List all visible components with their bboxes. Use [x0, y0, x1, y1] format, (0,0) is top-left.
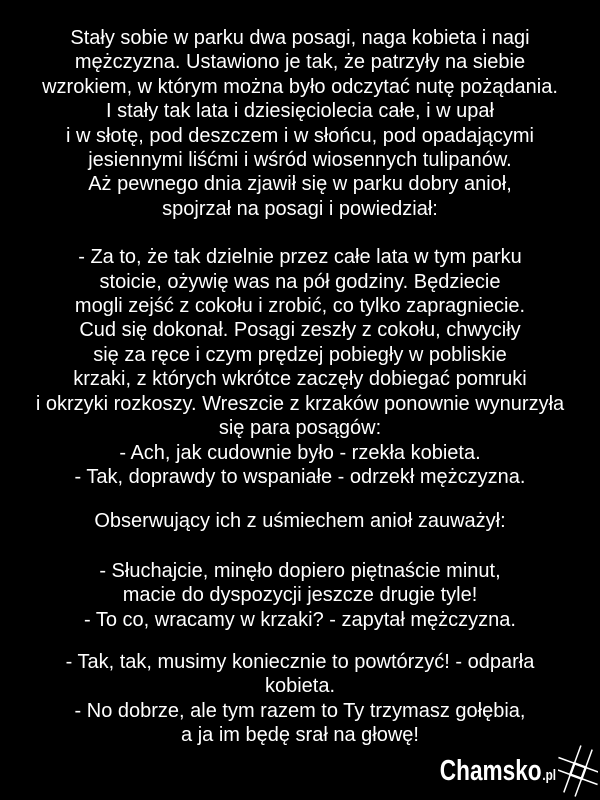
- footer-branding: [407, 745, 598, 797]
- rotated-hash-icon: [558, 745, 598, 797]
- story-paragraph-2: - Za to, że tak dzielnie przez całe lata w tym parku stoicie, ożywię was na pół godziny. Będziecie mogli zejść z cokołu i zrobić, co tylko zapragniecie. Cud się dokonał. Posągi zeszły z cokołu, chwyciły się za ręce i czym prędzej pobiegły w pobliskie krzaki, z których wkrótce zaczęły dobiegać pomruki i okrzyki rozkoszy. Wreszcie z krzaków ponownie wynurzyła się para posągów: - Ach, jak cudownie było - rzekła kobieta. - Tak, doprawdy to wspaniałe - odrzekł mężczyzna.: [35, 246, 565, 488]
- brand-name: Chamsko: [439, 754, 542, 787]
- story-paragraph-5: - Tak, tak, musimy koniecznie to powtórzyć! - odparła kobieta. - No dobrze, ale tym razem to Ty trzymasz gołębia, a ja im będę srał na głowę!: [65, 650, 535, 747]
- story-paragraph-3: Obserwujący ich z uśmiechem anioł zauważył:: [94, 510, 506, 533]
- story-paragraph-4: - Słuchajcie, minęło dopiero piętnaście minut, macie do dyspozycji jeszcze drugie tyle! - To co, wracamy w krzaki? - zapytał mężczyzna.: [84, 559, 516, 631]
- brand-wordmark: [440, 755, 556, 788]
- brand-tld: .pl: [542, 766, 556, 784]
- story-paragraph-1: Stały sobie w parku dwa posagi, naga kobieta i nagi mężczyzna. Ustawiono je tak, że patrzyły na siebie wzrokiem, w którym można było odczytać nutę pożądania. I stały tak lata i dziesięciolecia całe, i w upał i w słotę, pod deszczem i w słońcu, pod opadającymi jesiennymi liśćmi i wśród wiosennych tulipanów. Aż pewnego dnia zjawił się w parku dobry anioł, spojrzał na posagi i powiedział:: [42, 27, 558, 220]
